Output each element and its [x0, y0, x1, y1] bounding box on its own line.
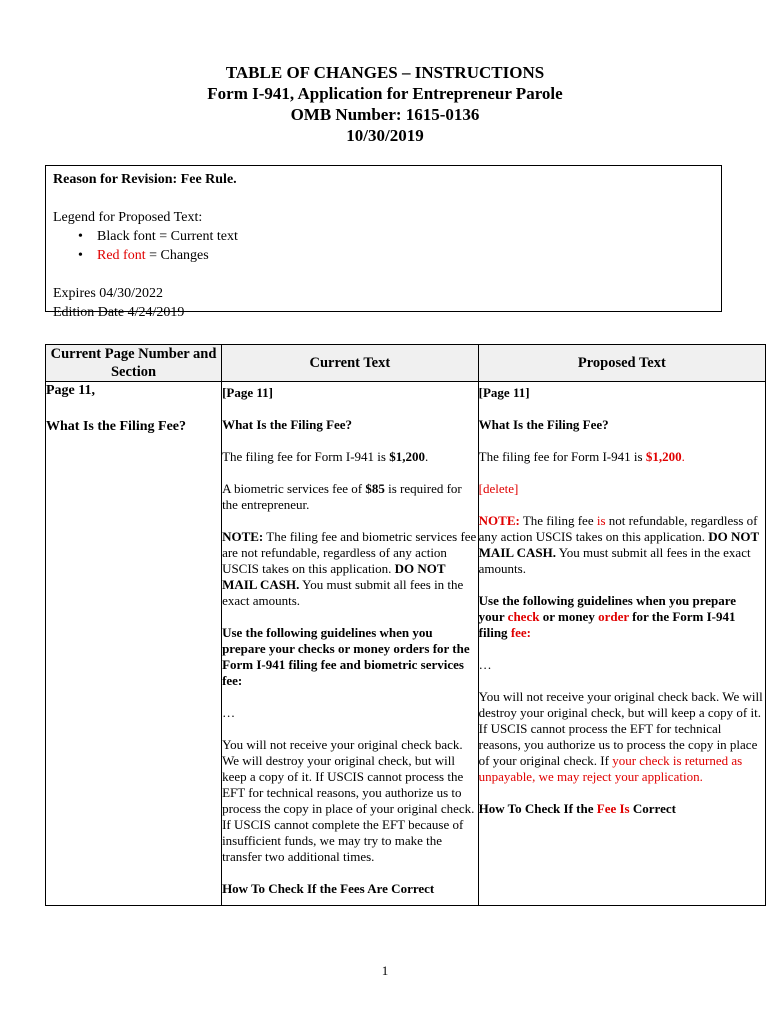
title-line-1: TABLE OF CHANGES – INSTRUCTIONS	[225, 63, 545, 82]
current-ellipsis: …	[222, 705, 236, 720]
proposed-fee-paragraph: The filing fee for Form I-941 is $1,200.	[478, 449, 685, 464]
revision-info-box	[45, 165, 722, 320]
title-line-2: Form I-941, Application for Entrepreneur Parole	[207, 84, 563, 103]
current-text-cell	[222, 382, 479, 906]
header-current-text: Current Text	[222, 345, 479, 382]
proposed-heading: What Is the Filing Fee?	[478, 417, 609, 432]
changes-table	[45, 344, 766, 906]
current-how-to-heading: How To Check If the Fees Are Correct	[222, 881, 435, 896]
title-line-4: 10/30/2019	[346, 126, 424, 145]
current-note-paragraph: NOTE: The filing fee and biometric services fee are not refundable, regardless of any action USCIS takes on this application. DO NOT MAIL CASH. You must submit all fees in the exact amounts.	[222, 529, 477, 608]
section-cell	[46, 382, 222, 906]
proposed-delete-marker: [delete]	[478, 481, 519, 496]
revision-reason: Reason for Revision: Fee Rule.	[53, 172, 237, 187]
table-row	[46, 382, 766, 906]
proposed-text-cell	[478, 382, 765, 906]
legend-black-label: Black font	[97, 229, 156, 244]
title-line-3: OMB Number: 1615-0136	[290, 105, 480, 124]
header-proposed-text: Proposed Text	[478, 345, 765, 382]
proposed-note-paragraph: NOTE: The filing fee is not refundable, regardless of any action USCIS takes on this application. DO NOT MAIL CASH. You must submit all fees in the exact amounts.	[478, 513, 759, 576]
legend-red-label: Red font	[97, 248, 146, 263]
document-title	[0, 62, 770, 146]
legend-list	[53, 227, 714, 265]
header-page-section: Current Page Number and Section	[46, 345, 222, 382]
proposed-check-paragraph: You will not receive your original check back. We will destroy your original check, but will keep a copy of it. If USCIS cannot process the EFT for technical reasons, you authorize us to process the copy in place of your original check. If your check is returned as unpayable, we may reject your application.	[478, 689, 763, 784]
legend-title: Legend for Proposed Text:	[53, 210, 203, 225]
current-page-ref: [Page 11]	[222, 385, 273, 400]
proposed-guidelines: Use the following guidelines when you prepare your check or money order for the Form I-941 filing fee:	[478, 593, 737, 640]
legend-black-desc: = Current text	[155, 229, 238, 244]
current-check-paragraph: You will not receive your original check back. We will destroy your original check, but will keep a copy of it. If USCIS cannot process the EFT for technical reasons, you authorize us to process the copy in place of your original check. If USCIS cannot complete the EFT because of insufficient funds, we may try to make the transfer two additional times.	[222, 737, 475, 864]
proposed-page-ref: [Page 11]	[478, 385, 530, 400]
proposed-ellipsis: …	[478, 657, 492, 672]
page-number: 1	[381, 963, 389, 978]
legend-item-black	[97, 227, 714, 246]
current-fee-paragraph: The filing fee for Form I-941 is $1,200.	[222, 449, 429, 464]
current-heading: What Is the Filing Fee?	[222, 417, 353, 432]
section-page: Page 11,	[46, 383, 95, 398]
legend-item-red	[97, 246, 714, 265]
edition-date: Edition Date 4/24/2019	[53, 305, 185, 320]
current-biometric-paragraph: A biometric services fee of $85 is required for the entrepreneur.	[222, 481, 462, 512]
section-title: What Is the Filing Fee?	[46, 419, 186, 434]
legend-red-desc: = Changes	[145, 248, 209, 263]
current-guidelines: Use the following guidelines when you prepare your checks or money orders for the Form I-941 filing fee and biometric services fee:	[222, 625, 470, 688]
expiration-date: Expires 04/30/2022	[53, 286, 164, 301]
proposed-how-to-heading: How To Check If the Fee Is Correct	[478, 801, 676, 816]
